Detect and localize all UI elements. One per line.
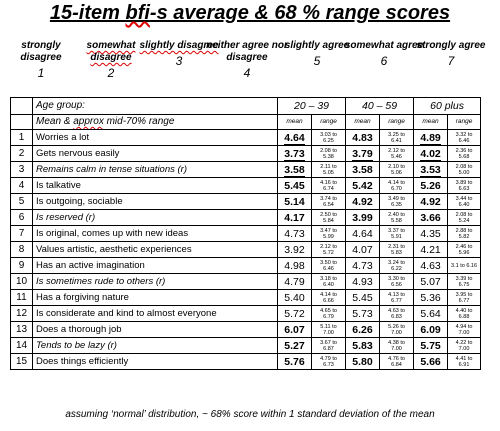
table-row bbox=[11, 210, 481, 226]
mean-value: 5.27 bbox=[278, 338, 312, 354]
item-number: 1 bbox=[11, 130, 33, 146]
scale-number: 5 bbox=[313, 54, 321, 68]
mean-value bbox=[414, 130, 448, 146]
mean-value: 4.07 bbox=[346, 242, 380, 258]
range-value: 4.41 to 6.91 bbox=[448, 354, 481, 370]
item-number: 5 bbox=[11, 194, 33, 210]
mean-value-text: 3.79 bbox=[352, 147, 373, 160]
range-value: 2.36 to 5.68 bbox=[448, 146, 481, 162]
range-value: 2.08 to 5.38 bbox=[312, 146, 346, 162]
scale-label: somewhat disagree bbox=[86, 40, 136, 63]
mean-value bbox=[414, 146, 448, 162]
table-row bbox=[11, 146, 481, 162]
table-row bbox=[11, 178, 481, 194]
item-text: Does a thorough job bbox=[33, 322, 278, 338]
mean-value: 4.21 bbox=[414, 242, 448, 258]
table-row bbox=[11, 306, 481, 322]
mean-value: 4.92 bbox=[346, 194, 380, 210]
range-value: 3.47 to 5.99 bbox=[312, 226, 346, 242]
item-number: 2 bbox=[11, 146, 33, 162]
mean-value: 5.75 bbox=[414, 338, 448, 354]
mean-value bbox=[278, 130, 312, 146]
item-number: 14 bbox=[11, 338, 33, 354]
scale-label: strongly disagree bbox=[20, 40, 62, 63]
range-value: 4.14 to 6.70 bbox=[380, 178, 414, 194]
mean-range-label: Mean & approx mid-70% range bbox=[33, 115, 278, 130]
column-header-row bbox=[11, 115, 481, 130]
mean-value bbox=[278, 162, 312, 178]
mean-value: 5.73 bbox=[346, 306, 380, 322]
scale-label: neither agree nor disagree bbox=[206, 40, 288, 63]
mean-value: 5.83 bbox=[346, 338, 380, 354]
item-text: Has an active imagination bbox=[33, 258, 278, 274]
range-value: 3.39 to 6.75 bbox=[448, 274, 481, 290]
range-value: 4.76 to 6.84 bbox=[380, 354, 414, 370]
mean-value-text: 4.89 bbox=[420, 131, 441, 144]
table-row bbox=[11, 338, 481, 354]
mean-value: 5.80 bbox=[346, 354, 380, 370]
range-value: 3.32 to 6.46 bbox=[448, 130, 481, 146]
mean-value: 4.73 bbox=[346, 258, 380, 274]
mean-value: 6.07 bbox=[278, 322, 312, 338]
range-value: 5.26 to 7.00 bbox=[380, 322, 414, 338]
mean-value-text: 3.53 bbox=[420, 163, 441, 176]
item-text: Does things efficiently bbox=[33, 354, 278, 370]
range-value: 2.50 to 5.84 bbox=[312, 210, 346, 226]
mean-value: 5.76 bbox=[278, 354, 312, 370]
range-value: 2.31 to 5.83 bbox=[380, 242, 414, 258]
item-text: Gets nervous easily bbox=[33, 146, 278, 162]
range-header: range bbox=[380, 115, 414, 130]
range-value: 3.49 to 6.35 bbox=[380, 194, 414, 210]
range-header: range bbox=[312, 115, 346, 130]
range-value: 3.74 to 6.54 bbox=[312, 194, 346, 210]
scores-table bbox=[10, 97, 481, 370]
mean-value: 5.45 bbox=[346, 290, 380, 306]
scale-point-7 bbox=[410, 40, 492, 67]
item-text: Has a forgiving nature bbox=[33, 290, 278, 306]
item-text: Is sometimes rude to others (r) bbox=[33, 274, 278, 290]
item-text: Is considerate and kind to almost everyone bbox=[33, 306, 278, 322]
scale-number: 3 bbox=[175, 54, 183, 68]
range-value: 2.10 to 5.06 bbox=[380, 162, 414, 178]
page-title: 15-item bfi-s average & 68 % range scores bbox=[49, 2, 451, 24]
mean-value: 3.66 bbox=[414, 210, 448, 226]
table-row bbox=[11, 290, 481, 306]
table-row bbox=[11, 354, 481, 370]
range-value: 2.46 to 5.96 bbox=[448, 242, 481, 258]
mean-value: 4.64 bbox=[346, 226, 380, 242]
item-number: 15 bbox=[11, 354, 33, 370]
scale-label: somewhat agree bbox=[344, 40, 424, 51]
footnote: assuming ‘normal’ distribution, ~ 68% score within 1 standard deviation of the mean bbox=[65, 409, 435, 420]
age-group-20-39: 20 – 39 bbox=[278, 98, 346, 115]
range-value: 2.12 to 5.46 bbox=[380, 146, 414, 162]
scale-label: slightly disagree bbox=[139, 40, 219, 51]
table-row bbox=[11, 226, 481, 242]
mean-value: 4.92 bbox=[414, 194, 448, 210]
range-value: 4.22 to 7.00 bbox=[448, 338, 481, 354]
mean-value bbox=[414, 162, 448, 178]
range-value: 3.1 to 6.16 bbox=[448, 258, 481, 274]
range-value: 3.37 to 5.91 bbox=[380, 226, 414, 242]
item-text: Tends to be lazy (r) bbox=[33, 338, 278, 354]
mean-value: 5.07 bbox=[414, 274, 448, 290]
range-value: 4.14 to 6.66 bbox=[312, 290, 346, 306]
mean-value: 5.45 bbox=[278, 178, 312, 194]
response-scale bbox=[0, 40, 500, 98]
range-value: 3.25 to 6.41 bbox=[380, 130, 414, 146]
item-number: 13 bbox=[11, 322, 33, 338]
mean-value: 5.72 bbox=[278, 306, 312, 322]
mean-value: 3.99 bbox=[346, 210, 380, 226]
mean-value: 5.40 bbox=[278, 290, 312, 306]
range-value: 4.13 to 6.77 bbox=[380, 290, 414, 306]
item-number: 4 bbox=[11, 178, 33, 194]
range-value: 2.08 to 5.24 bbox=[448, 210, 481, 226]
range-value: 2.88 to 5.82 bbox=[448, 226, 481, 242]
range-value: 3.95 to 6.77 bbox=[448, 290, 481, 306]
scale-number: 7 bbox=[447, 54, 455, 68]
item-number: 6 bbox=[11, 210, 33, 226]
range-value: 3.30 to 6.56 bbox=[380, 274, 414, 290]
item-number: 3 bbox=[11, 162, 33, 178]
mean-value: 5.42 bbox=[346, 178, 380, 194]
scale-number: 6 bbox=[380, 54, 388, 68]
range-header: range bbox=[448, 115, 481, 130]
item-text: Values artistic, aesthetic experiences bbox=[33, 242, 278, 258]
mean-value: 3.92 bbox=[278, 242, 312, 258]
range-value: 3.18 to 6.40 bbox=[312, 274, 346, 290]
table-row bbox=[11, 322, 481, 338]
mean-value: 5.26 bbox=[414, 178, 448, 194]
range-value: 3.44 to 6.40 bbox=[448, 194, 481, 210]
mean-value bbox=[278, 146, 312, 162]
item-text: Is talkative bbox=[33, 178, 278, 194]
mean-value: 4.35 bbox=[414, 226, 448, 242]
mean-value: 3.58 bbox=[346, 162, 380, 178]
item-text: Is outgoing, sociable bbox=[33, 194, 278, 210]
range-value: 2.40 to 5.58 bbox=[380, 210, 414, 226]
scale-number: 4 bbox=[243, 66, 251, 80]
mean-value: 5.66 bbox=[414, 354, 448, 370]
table-row bbox=[11, 130, 481, 146]
age-group-label: Age group: bbox=[33, 98, 278, 115]
mean-value-text: 3.58 bbox=[284, 163, 305, 176]
scale-label: strongly agree bbox=[416, 40, 486, 51]
range-value: 2.11 to 5.05 bbox=[312, 162, 346, 178]
mean-value-text: 4.02 bbox=[420, 147, 441, 160]
item-text: Remains calm in tense situations (r) bbox=[33, 162, 278, 178]
item-number: 11 bbox=[11, 290, 33, 306]
range-value: 3.89 to 6.63 bbox=[448, 178, 481, 194]
age-group-header-row bbox=[11, 98, 481, 115]
mean-header: mean bbox=[346, 115, 380, 130]
item-number: 7 bbox=[11, 226, 33, 242]
table-row bbox=[11, 194, 481, 210]
mean-header: mean bbox=[414, 115, 448, 130]
item-number: 9 bbox=[11, 258, 33, 274]
range-value: 4.40 to 6.88 bbox=[448, 306, 481, 322]
scale-label: slightly agree bbox=[284, 40, 350, 51]
mean-header: mean bbox=[278, 115, 312, 130]
mean-value: 5.14 bbox=[278, 194, 312, 210]
mean-value-text: 3.73 bbox=[284, 147, 305, 160]
mean-value: 6.09 bbox=[414, 322, 448, 338]
mean-value bbox=[346, 146, 380, 162]
range-value: 3.03 to 6.25 bbox=[312, 130, 346, 146]
range-value: 4.79 to 6.73 bbox=[312, 354, 346, 370]
range-value: 4.63 to 6.83 bbox=[380, 306, 414, 322]
table-row bbox=[11, 258, 481, 274]
scale-number: 2 bbox=[107, 66, 115, 80]
scale-number: 1 bbox=[37, 66, 45, 80]
range-value: 2.08 to 5.00 bbox=[448, 162, 481, 178]
age-group-60-plus: 60 plus bbox=[414, 98, 481, 115]
range-value: 3.50 to 6.46 bbox=[312, 258, 346, 274]
range-value: 3.67 to 6.87 bbox=[312, 338, 346, 354]
age-group-40-59: 40 – 59 bbox=[346, 98, 414, 115]
range-value: 5.11 to 7.00 bbox=[312, 322, 346, 338]
range-value: 4.16 to 6.74 bbox=[312, 178, 346, 194]
mean-value: 4.79 bbox=[278, 274, 312, 290]
range-value: 4.38 to 7.00 bbox=[380, 338, 414, 354]
table-row bbox=[11, 162, 481, 178]
mean-value-text: 4.64 bbox=[284, 131, 305, 144]
mean-value: 4.17 bbox=[278, 210, 312, 226]
range-value: 4.94 to 7.00 bbox=[448, 322, 481, 338]
item-number: 10 bbox=[11, 274, 33, 290]
mean-value: 5.36 bbox=[414, 290, 448, 306]
item-number: 12 bbox=[11, 306, 33, 322]
mean-value: 4.98 bbox=[278, 258, 312, 274]
mean-value: 5.64 bbox=[414, 306, 448, 322]
mean-value: 4.73 bbox=[278, 226, 312, 242]
item-text: Worries a lot bbox=[33, 130, 278, 146]
mean-value: 6.26 bbox=[346, 322, 380, 338]
range-value: 4.65 to 6.79 bbox=[312, 306, 346, 322]
table-row bbox=[11, 274, 481, 290]
item-text: Is original, comes up with new ideas bbox=[33, 226, 278, 242]
range-value: 2.12 to 5.72 bbox=[312, 242, 346, 258]
mean-value: 4.83 bbox=[346, 130, 380, 146]
item-text: Is reserved (r) bbox=[33, 210, 278, 226]
range-value: 3.24 to 6.22 bbox=[380, 258, 414, 274]
table-row bbox=[11, 242, 481, 258]
mean-value: 4.93 bbox=[346, 274, 380, 290]
item-number: 8 bbox=[11, 242, 33, 258]
mean-value: 4.63 bbox=[414, 258, 448, 274]
